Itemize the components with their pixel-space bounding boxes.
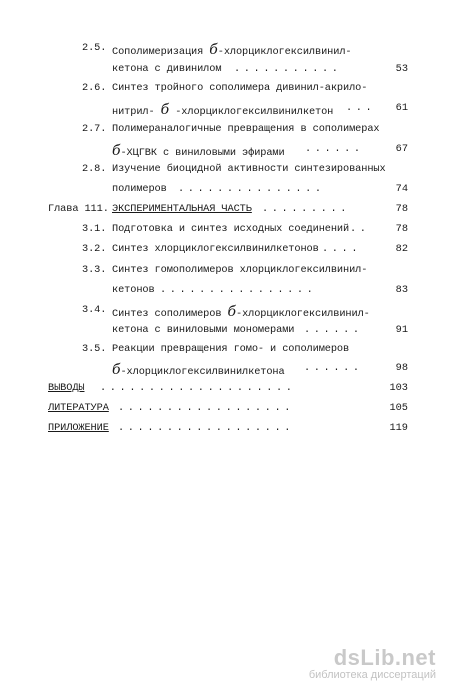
toc-entry-number: 3.1. [82, 223, 107, 235]
toc-entry-number: 2.6. [82, 82, 107, 94]
toc-entry-text: Сополимеризация [112, 46, 204, 58]
watermark-logo: dsLib.net [333, 645, 436, 670]
toc-entry-text: -ХЦГВК с виниловыми эфирами [120, 147, 285, 159]
toc-entry-text: Полимераналогичные превращения в сополимерах [112, 123, 380, 135]
toc-page-number: 78 [395, 203, 408, 215]
toc-chapter-title: ЭКСПЕРИМЕНТАЛЬНАЯ ЧАСТЬ [112, 203, 252, 215]
toc-page-number: 78 [395, 223, 408, 235]
toc-entry-text: Синтез гомополимеров хлорциклогексилвинил- [112, 264, 368, 276]
watermark [309, 645, 436, 681]
toc-entry-title [112, 362, 285, 378]
toc-entry-number: 2.5. [82, 42, 107, 54]
toc-entry-text: нитрил- [112, 106, 155, 118]
toc-page-number: 103 [389, 382, 408, 394]
toc-page-number: 82 [395, 243, 408, 255]
toc-entry-number: 3.3. [82, 264, 107, 276]
toc-entry-text: кетона с дивинилом [112, 63, 222, 75]
toc-entry-number: 2.7. [82, 123, 107, 135]
sigma-symbol: б [112, 362, 121, 378]
toc-entry-text: Реакции превращения гомо- и сополимеров [112, 343, 350, 355]
dot-leader: .... [322, 243, 362, 255]
sigma-symbol: б [112, 143, 121, 159]
dot-leader: ............... [178, 183, 325, 195]
toc-entry-number: 3.4. [82, 304, 107, 316]
dot-leader: ...... [305, 143, 364, 155]
toc-entry-number: 2.8. [82, 163, 107, 175]
toc-page-number: 67 [395, 143, 408, 155]
toc-entry-title [112, 143, 285, 159]
dot-leader: ...... [304, 324, 363, 336]
toc-entry-title [112, 102, 333, 118]
dot-leader: .................. [118, 402, 295, 414]
sigma-symbol: б [160, 102, 170, 118]
toc-entry-text: полимеров [112, 183, 167, 195]
toc-entry-text: кетонов [112, 284, 155, 296]
dot-leader: ................ [160, 284, 317, 296]
toc-section-title: ЛИТЕРАТУРА [48, 402, 109, 414]
dot-leader: .. [350, 223, 370, 235]
sigma-symbol: б [209, 42, 218, 58]
toc-page-number: 105 [389, 402, 408, 414]
toc-page-number: 91 [395, 324, 408, 336]
toc-section-title: ВЫВОДЫ [48, 382, 85, 394]
dot-leader: ......... [262, 203, 351, 215]
toc-page-number: 53 [395, 63, 408, 75]
toc-entry-title [112, 304, 370, 320]
dot-leader: .................... [100, 382, 296, 394]
sigma-symbol: б [227, 304, 236, 320]
toc-page-number: 74 [395, 183, 408, 195]
toc-section-title: ПРИЛОЖЕНИЕ [48, 422, 109, 434]
toc-entry-text: -хлорциклогексилвинилкетон [175, 106, 334, 118]
toc-entry-number: 3.2. [82, 243, 107, 255]
dot-leader: ... [346, 102, 376, 114]
watermark-subtitle: библиотека диссертаций [308, 669, 436, 681]
toc-entry-text: Синтез тройного сополимера дивинил-акрило- [112, 82, 368, 94]
toc-entry-text: -хлорциклогексилвинил- [235, 308, 370, 320]
toc-chapter-label: Глава 111. [48, 203, 109, 215]
toc-entry-text: Синтез сополимеров [112, 308, 222, 320]
toc-entry-text: -хлорциклогексилвинилкетона [120, 366, 285, 378]
toc-page-number: 83 [395, 284, 408, 296]
toc-page-number: 119 [389, 422, 408, 434]
toc-page-number: 61 [395, 102, 408, 114]
toc-entry-text: кетона с виниловыми мономерами [112, 324, 295, 336]
dot-leader: ...... [304, 362, 363, 374]
toc-entry-text: Синтез хлорциклогексилвинилкетонов [112, 243, 319, 255]
toc-entry-text: Подготовка и синтез исходных соединений [112, 223, 350, 235]
toc-page-number: 98 [395, 362, 408, 374]
toc-entry-number: 3.5. [82, 343, 107, 355]
toc-entry-title [112, 42, 351, 58]
toc-entry-text: -хлорциклогексилвинил- [217, 46, 352, 58]
toc-entry-text: Изучение биоцидной активности синтезированных [112, 163, 386, 175]
dot-leader: .................. [118, 422, 295, 434]
dot-leader: ........... [234, 63, 342, 75]
